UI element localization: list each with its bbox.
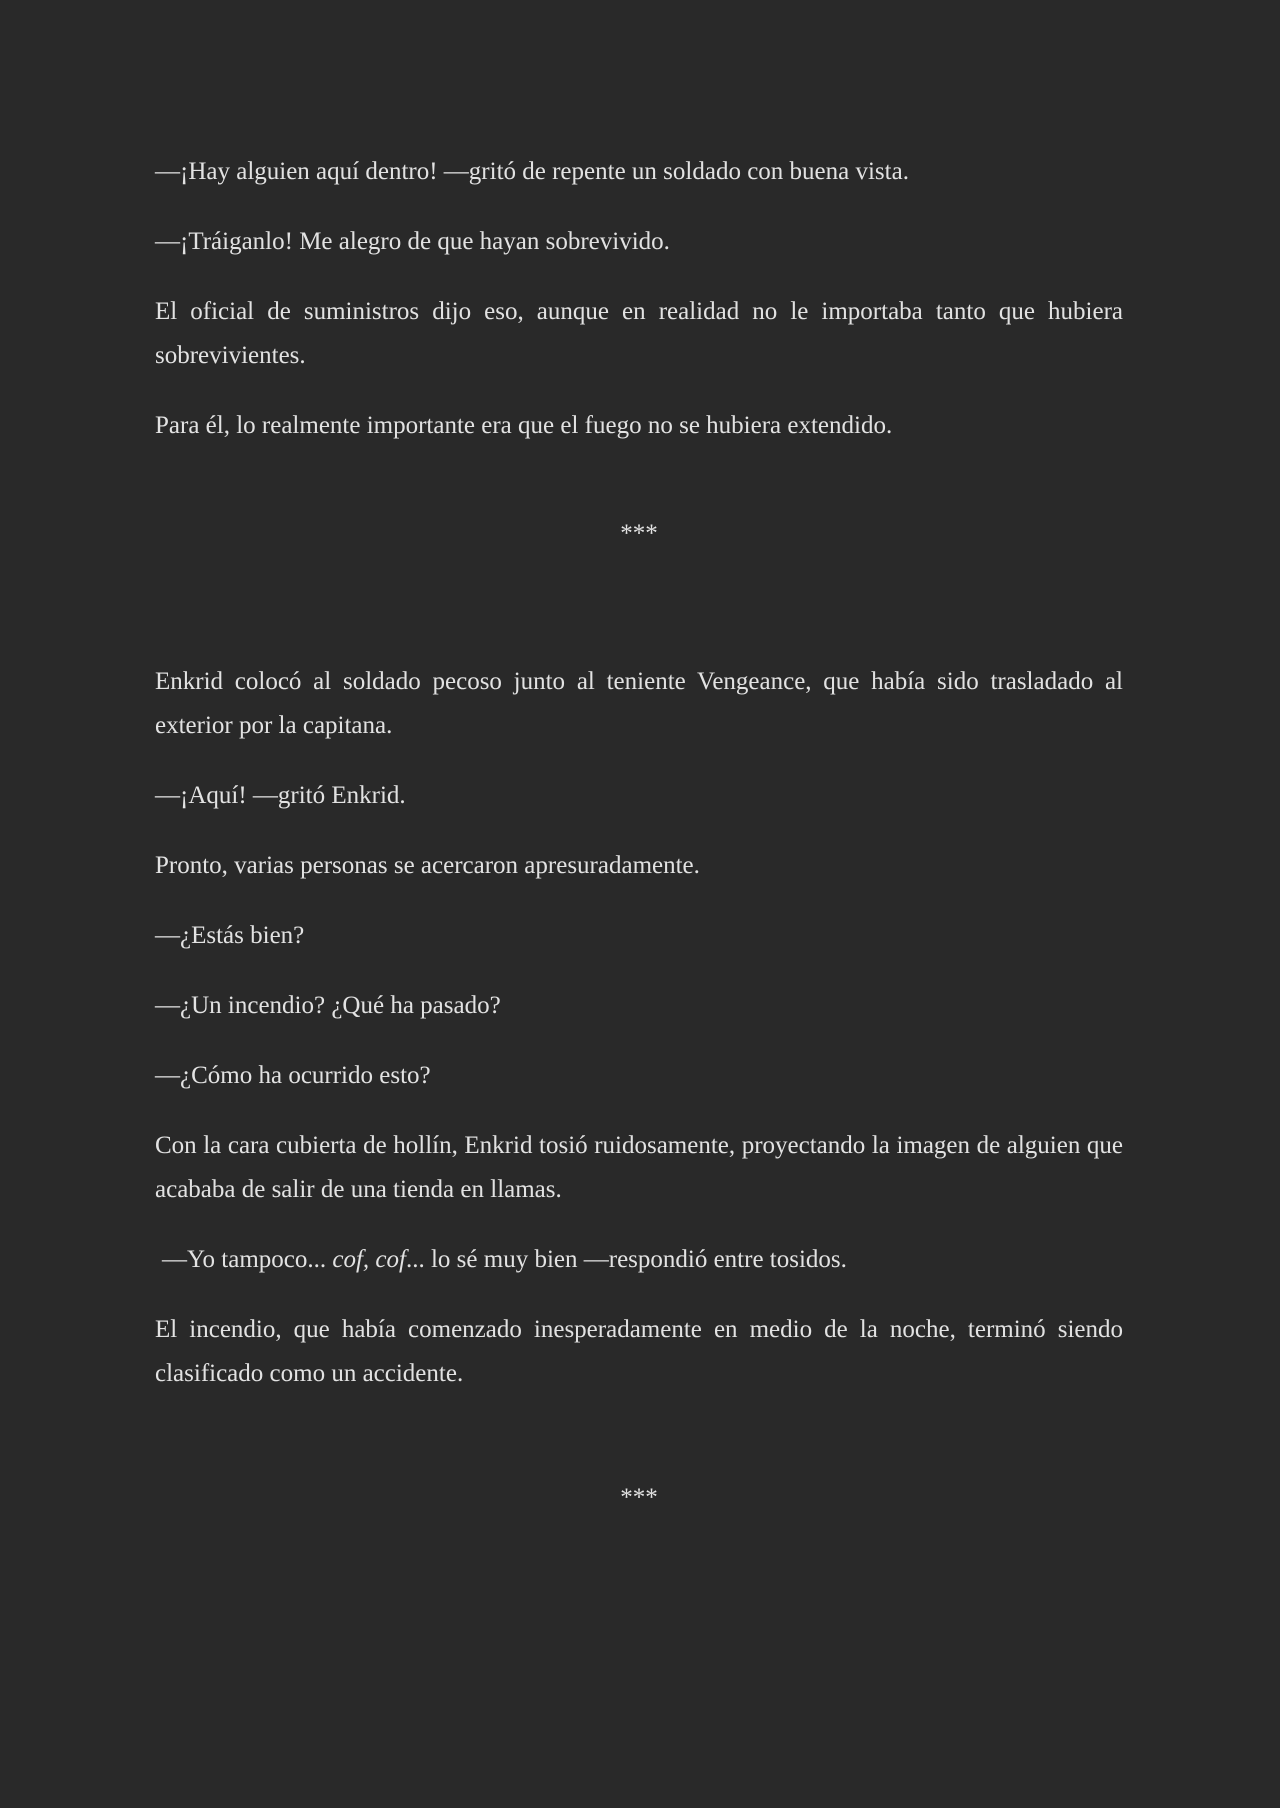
paragraph: El incendio, que había comenzado inesperadamente en medio de la noche, terminó siendo clasificado como un accidente. xyxy=(155,1316,1123,1387)
dialogue-text: —Yo tampoco... xyxy=(162,1246,333,1273)
cough-italic-text: cof, cof xyxy=(332,1246,406,1273)
scene-separator: *** xyxy=(620,1484,658,1511)
paragraph: Pronto, varias personas se acercaron apresuradamente. xyxy=(155,852,700,879)
paragraph: —¡Aquí! —gritó Enkrid. xyxy=(155,782,406,809)
paragraph: —¿Cómo ha ocurrido esto? xyxy=(155,1062,431,1089)
dialogue-text: ... lo sé muy bien —respondió entre tosidos. xyxy=(405,1246,847,1273)
paragraph: —¿Estás bien? xyxy=(155,922,305,949)
cough-dialogue-paragraph xyxy=(155,1238,1123,1282)
paragraph: —¡Tráiganlo! Me alegro de que hayan sobrevivido. xyxy=(155,228,670,255)
paragraph: Con la cara cubierta de hollín, Enkrid tosió ruidosamente, proyectando la imagen de alguien que acababa de salir de una tienda en llamas. xyxy=(155,1132,1123,1203)
chapter-text xyxy=(155,150,1123,1520)
paragraph: —¡Hay alguien aquí dentro! —gritó de repente un soldado con buena vista. xyxy=(155,158,909,185)
paragraph: —¿Un incendio? ¿Qué ha pasado? xyxy=(155,992,501,1019)
paragraph: El oficial de suministros dijo eso, aunque en realidad no le importaba tanto que hubiera sobrevivientes. xyxy=(155,298,1123,369)
scene-separator: *** xyxy=(620,520,658,547)
paragraph: Enkrid colocó al soldado pecoso junto al teniente Vengeance, que había sido trasladado al exterior por la capitana. xyxy=(155,668,1123,739)
paragraph: Para él, lo realmente importante era que el fuego no se hubiera extendido. xyxy=(155,412,893,439)
